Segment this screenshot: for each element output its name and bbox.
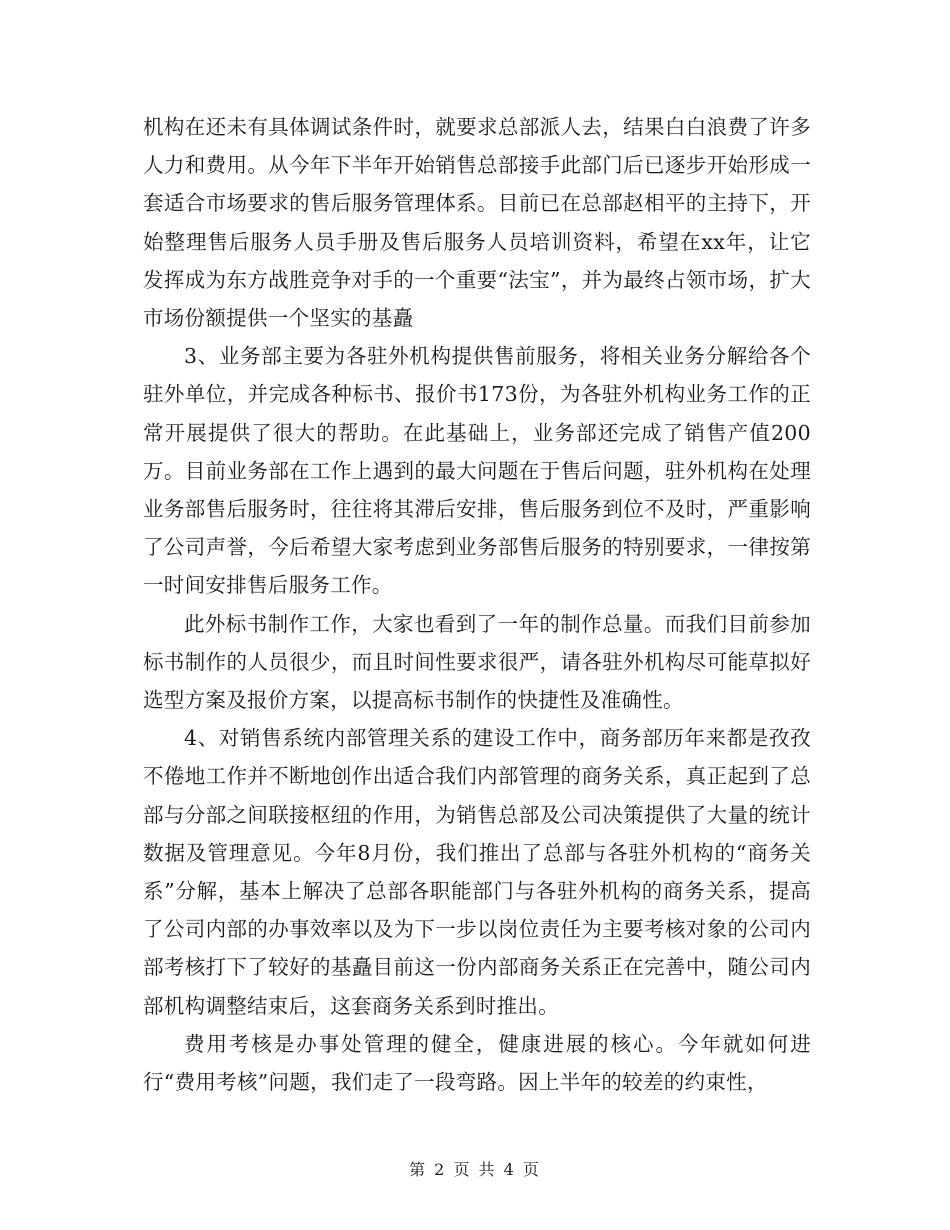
page-number-footer: 第 2 页 共 4 页 <box>409 1160 541 1179</box>
paragraph-2: 3、业务部主要为各驻外机构提供售前服务，将相关业务分解给各个驻外单位，并完成各种标书、报价书173份，为各驻外机构业务工作的正常开展提供了很大的帮助。在此基础上，业务部还完成了销售产值200万。目前业务部在工作上遇到的最大问题在于售后问题，驻外机构在处理业务部售后服务时，往往将其滞后安排，售后服务到位不及时，严重影响了公司声誉，今后希望大家考虑到业务部售后服务的特别要求，一律按第一时间安排售后服务工作。 <box>143 344 811 598</box>
paragraph-4: 4、对销售系统内部管理关系的建设工作中，商务部历年来都是孜孜不倦地工作并不断地创作出适合我们内部管理的商务关系，真正起到了总部与分部之间联接枢纽的作用，为销售总部及公司决策提供了大量的统计数据及管理意见。今年8月份，我们推出了总部与各驻外机构的“商务关系”分解，基本上解决了总部各职能部门与各驻外机构的商务关系，提高了公司内部的办事效率以及为下一步以岗位责任为主要考核对象的公司内部考核打下了较好的基矗目前这一份内部商务关系正在完善中，随公司内部机构调整结束后，这套商务关系到时推出。 <box>143 726 811 1018</box>
paragraph-3: 此外标书制作工作，大家也看到了一年的制作总量。而我们目前参加标书制作的人员很少，而且时间性要求很严，请各驻外机构尽可能草拟好选型方案及报价方案，以提高标书制作的快捷性及准确性。 <box>143 611 811 713</box>
document-body <box>143 108 811 1101</box>
paragraph-1: 机构在还未有具体调试条件时，就要求总部派人去，结果白白浪费了许多人力和费用。从今年下半年开始销售总部接手此部门后已逐步开始形成一套适合市场要求的售后服务管理体系。目前已在总部赵相平的主持下，开始整理售后服务人员手册及售后服务人员培训资料，希望在xx年，让它发挥成为东方战胜竞争对手的一个重要“法宝”，并为最终占领市场，扩大市场份额提供一个坚实的基矗 <box>143 115 811 331</box>
paragraph-5: 费用考核是办事处管理的健全，健康进展的核心。今年就如何进行“费用考核”问题，我们走了一段弯路。因上半年的较差的约束性， <box>143 1031 811 1095</box>
